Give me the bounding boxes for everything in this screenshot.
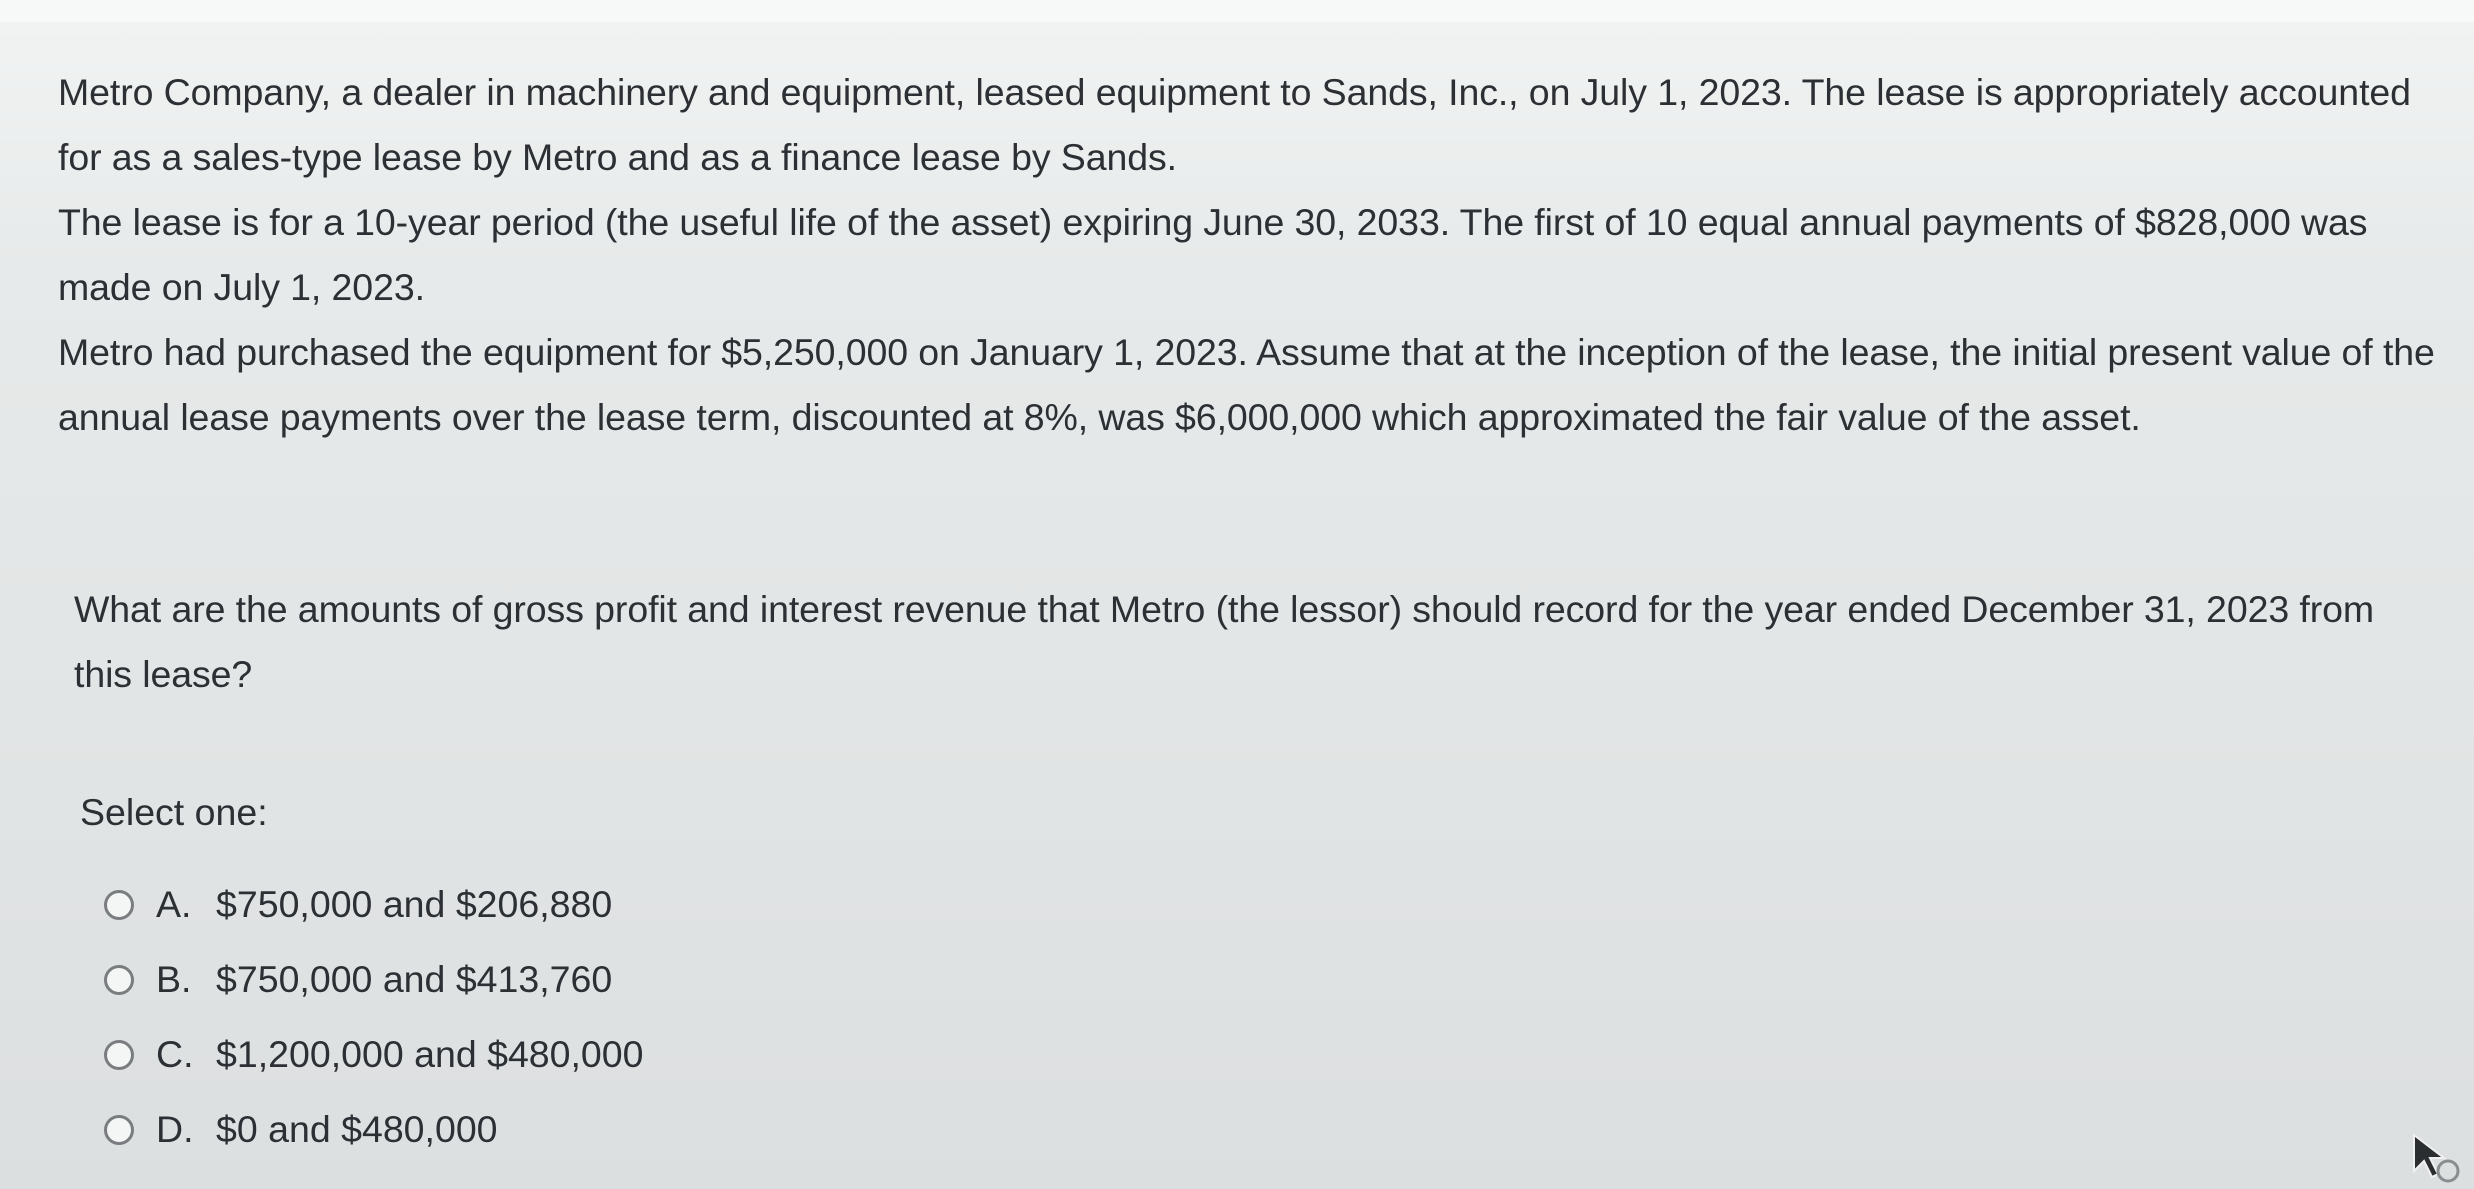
option-letter: D. (156, 1108, 194, 1150)
question-paragraph-1: Metro Company, a dealer in machinery and equipment, leased equipment to Sands, Inc., on July 1, 2023. The lease is appropriately accounted for as a sales-type lease by Metro and as a finance lease by Sands. (58, 71, 2411, 178)
answer-options (104, 867, 644, 1167)
cursor-arrow-icon (2406, 1127, 2462, 1183)
question-panel (0, 22, 2474, 1189)
option-letter: B. (156, 958, 192, 1000)
question-paragraph-2: The lease is for a 10-year period (the useful life of the asset) expiring June 30, 2033. The first of 10 equal annual payments of $828,000 was made on July 1, 2023. (58, 201, 2368, 308)
option-text: $0 and $480,000 (216, 1108, 498, 1150)
top-strip (0, 0, 2474, 22)
option-text: $1,200,000 and $480,000 (216, 1033, 644, 1075)
option-a[interactable] (104, 867, 644, 942)
option-b[interactable] (104, 942, 644, 1017)
question-paragraph-3: Metro had purchased the equipment for $5,250,000 on January 1, 2023. Assume that at the inception of the lease, the initial present value of the annual lease payments over the lease term, discounted at 8%, was $6,000,000 which approximated the fair value of the asset. (58, 331, 2435, 438)
option-letter: C. (156, 1033, 194, 1075)
question-prompt: What are the amounts of gross profit and interest revenue that Metro (the lessor) should record for the year ended December 31, 2023 from this lease? (74, 588, 2375, 695)
radio-button-b[interactable] (104, 965, 134, 995)
option-letter: A. (156, 883, 192, 925)
option-d[interactable] (104, 1092, 644, 1167)
option-c[interactable] (104, 1017, 644, 1092)
select-one-label: Select one: (80, 791, 268, 833)
radio-button-d[interactable] (104, 1115, 134, 1145)
radio-button-a[interactable] (104, 890, 134, 920)
option-text: $750,000 and $206,880 (216, 883, 613, 925)
radio-button-c[interactable] (104, 1040, 134, 1070)
option-text: $750,000 and $413,760 (216, 958, 613, 1000)
